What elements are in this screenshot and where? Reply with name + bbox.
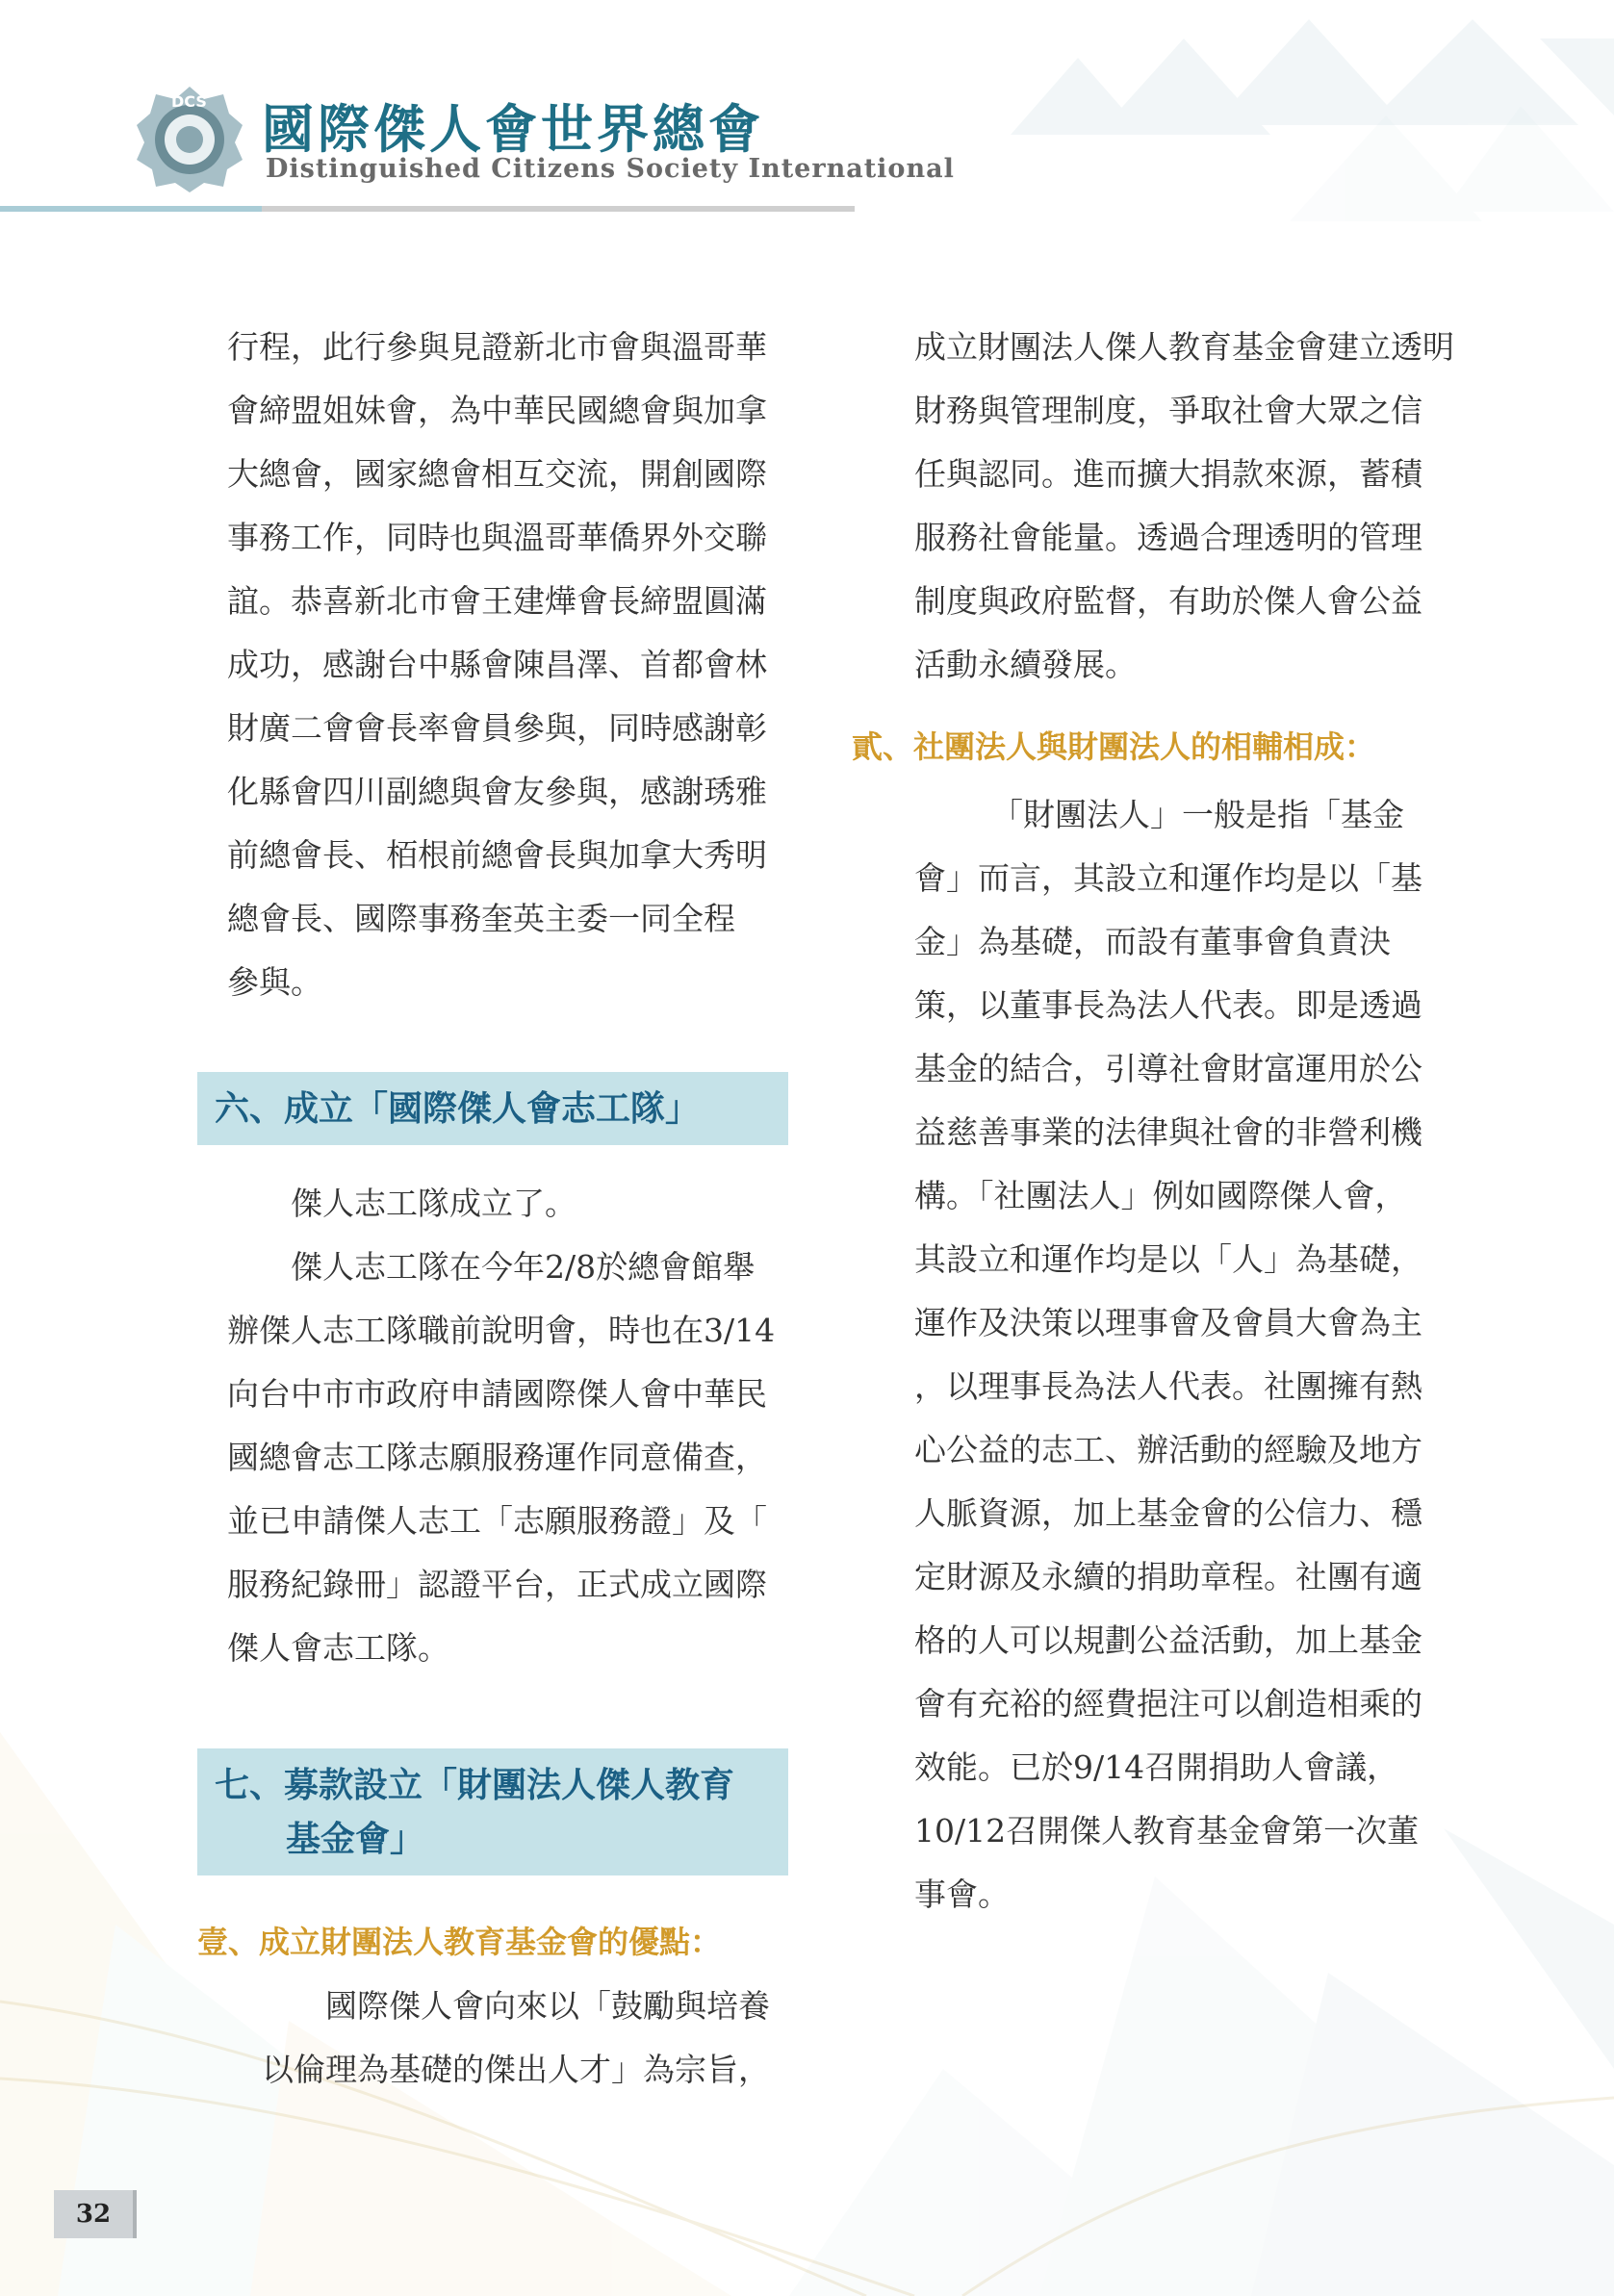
text-line: 並已申請傑人志工「志願服務證」及「 [227, 1502, 767, 1540]
text-line: 以倫理為基礎的傑出人才」為宗旨， [262, 2051, 770, 2088]
text-line: 活動永續發展。 [914, 646, 1137, 683]
text-line: 運作及決策以理事會及會員大會為主 [914, 1304, 1422, 1341]
text-line: 效能。已於9/14召開捐助人會議， [914, 1748, 1399, 1786]
text-line: 構。「社團法人」例如國際傑人會， [914, 1177, 1407, 1214]
text-line: 定財源及永續的捐助章程。社團有適 [914, 1558, 1422, 1595]
text-line: 總會長、國際事務奎英主委一同全程 [227, 900, 735, 937]
text-line: 制度與政府監督，有助於傑人會公益 [914, 582, 1422, 620]
text-line: 事會。 [914, 1875, 1010, 1913]
text-line: 前總會長、栢根前總會長與加拿大秀明 [227, 836, 767, 874]
text-line: 向台中市市政府申請國際傑人會中華民 [227, 1375, 767, 1413]
page-header [0, 0, 1614, 221]
section-7-title-line1: 七、募款設立「財團法人傑人教育 [215, 1765, 735, 1805]
right-continuation-paragraph [914, 316, 1454, 697]
text-line: 服務社會能量。透過合理透明的管理 [914, 519, 1422, 556]
text-line: 金」為基礎，而設有董事會負責決 [914, 923, 1391, 960]
text-line: 事務工作，同時也與溫哥華僑界外交聯 [227, 519, 767, 556]
text-line: 成功，感謝台中縣會陳昌澤、首都會林 [227, 646, 767, 683]
text-line: 「財團法人」一般是指「基金 [991, 796, 1404, 833]
section-6-title: 六、成立「國際傑人會志工隊」 [215, 1088, 701, 1129]
text-line: 格的人可以規劃公益活動，加上基金 [914, 1621, 1422, 1659]
text-line: 傑人志工隊在今年2/8於總會館舉 [291, 1248, 756, 1286]
text-line: 人脈資源，加上基金會的公信力、穩 [914, 1494, 1422, 1532]
text-line: 化縣會四川副總與會友參與，感謝琇雅 [227, 773, 767, 810]
text-line: 服務紀錄冊」認證平台，正式成立國際 [227, 1566, 767, 1603]
text-line: 國際傑人會向來以「鼓勵與培養 [325, 1987, 770, 2025]
seal-text: DCS [171, 92, 207, 111]
text-line: 辦傑人志工隊職前說明會，時也在3/14 [227, 1312, 776, 1349]
text-line: 國總會志工隊志願服務運作同意備查， [227, 1439, 767, 1476]
header-rule-teal [0, 206, 262, 212]
text-line: 行程，此行參與見證新北市會與溫哥華 [227, 328, 767, 366]
text-line: 策，以董事長為法人代表。即是透過 [914, 986, 1422, 1024]
left-intro-paragraph [227, 316, 781, 1014]
section-6-para1: 傑人志工隊成立了。 [291, 1185, 576, 1222]
text-line: 心公益的志工、辦活動的經驗及地方 [914, 1431, 1422, 1468]
page-number: 32 [75, 2200, 112, 2229]
brand-title-zh: 國際傑人會世界總會 [262, 98, 764, 160]
section-7-heading [197, 1748, 788, 1875]
text-line: 參與。 [227, 963, 322, 1001]
text-line: 會」而言，其設立和運作均是以「基 [914, 859, 1422, 897]
text-line: 其設立和運作均是以「人」為基礎， [914, 1240, 1422, 1278]
header-rule-grey [262, 206, 855, 212]
text-line: 大總會，國家總會相互交流，開創國際 [227, 455, 767, 493]
section-7-body [262, 1975, 781, 2102]
text-line: 財廣二會會長率會員參與，同時感謝彰 [227, 709, 767, 747]
text-line: 10/12召開傑人教育基金會第一次董 [914, 1812, 1420, 1850]
text-line: 成立財團法人傑人教育基金會建立透明 [914, 328, 1454, 366]
section-6-heading [197, 1072, 788, 1145]
text-line: ，以理事長為法人代表。社團擁有熱 [914, 1367, 1422, 1405]
subheading-complementary: 貳、社團法人與財團法人的相輔相成： [852, 728, 1376, 765]
text-line: 基金的結合，引導社會財富運用於公 [914, 1050, 1422, 1087]
brand-title-en: Distinguished Citizens Society International [266, 154, 955, 184]
subheading-advantages: 壹、成立財團法人教育基金會的優點： [197, 1924, 722, 1960]
text-line: 任與認同。進而擴大捐款來源，蓄積 [914, 455, 1422, 493]
text-line: 傑人會志工隊。 [227, 1629, 449, 1667]
text-line: 會有充裕的經費挹注可以創造相乘的 [914, 1685, 1422, 1722]
section-6-body [227, 1172, 781, 1680]
text-line: 財務與管理制度，爭取社會大眾之信 [914, 392, 1422, 429]
text-line: 會締盟姐妹會，為中華民國總會與加拿 [227, 392, 767, 429]
text-line: 益慈善事業的法律與社會的非營利機 [914, 1113, 1422, 1151]
section-7-title-line2: 基金會」 [286, 1819, 425, 1859]
right-body-paragraph [914, 783, 1434, 1926]
text-line: 誼。恭喜新北市會王建燁會長締盟圓滿 [227, 582, 767, 620]
